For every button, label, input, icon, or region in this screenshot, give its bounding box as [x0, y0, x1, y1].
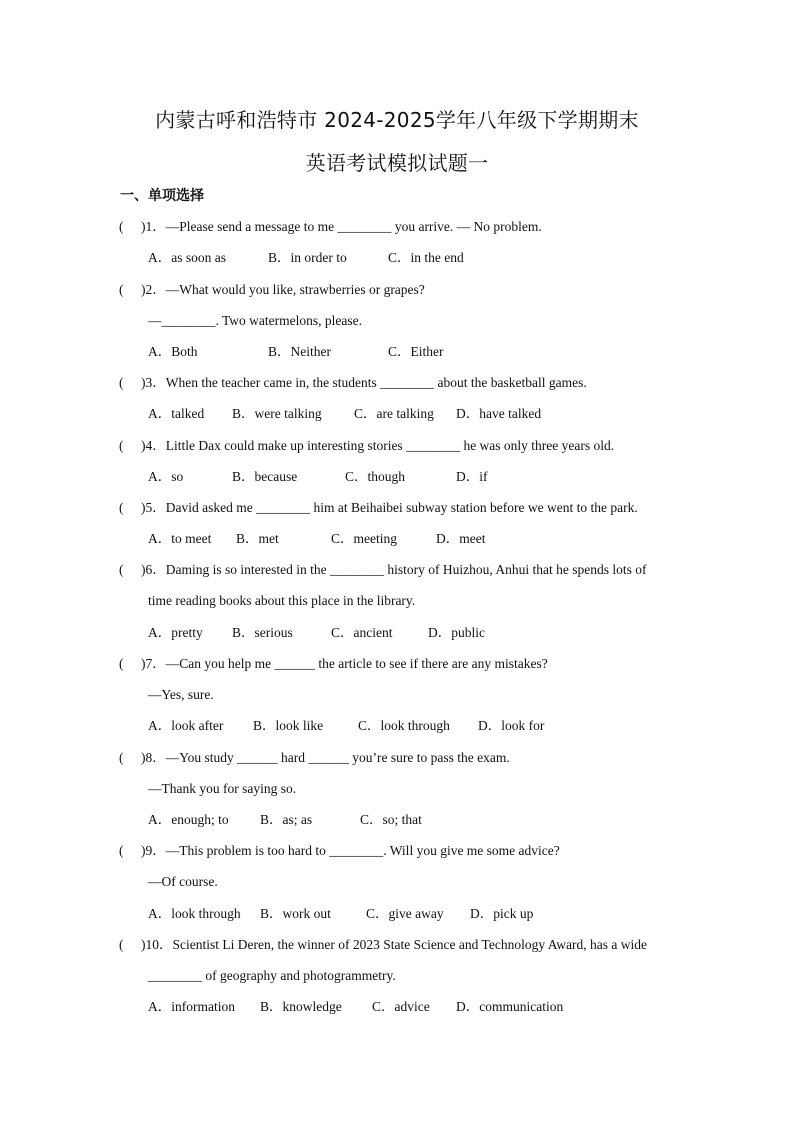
option-c: C．look through: [358, 718, 450, 733]
option-c: C．give away: [366, 906, 444, 921]
option-c: C．ancient: [331, 625, 393, 640]
answer-paren: (: [119, 500, 124, 515]
document-title-line1: 内蒙古呼和浩特市 2024-2025学年八年级下学期期末: [155, 108, 639, 132]
question-4: [119, 437, 614, 455]
option-b: B．met: [236, 531, 279, 546]
option-c: C．so; that: [360, 812, 422, 827]
option-b: B．in order to: [268, 250, 347, 265]
question-2: [119, 281, 425, 299]
answer-paren: (: [119, 219, 124, 234]
question-8-line2: —Thank you for saying so.: [148, 781, 297, 796]
answer-paren: (: [119, 937, 124, 952]
option-b: B．serious: [232, 625, 293, 640]
option-a: A．as soon as: [148, 250, 226, 265]
answer-paren: (: [119, 375, 124, 390]
section-heading: 一、单项选择: [120, 188, 204, 204]
option-a: A．talked: [148, 406, 205, 421]
option-a: A．look after: [148, 718, 224, 733]
option-a: A．pretty: [148, 625, 203, 640]
option-c: C．meeting: [331, 531, 397, 546]
option-a: A．enough; to: [148, 812, 229, 827]
option-b: B．because: [232, 469, 298, 484]
option-b: B．knowledge: [260, 999, 342, 1014]
question-6: [119, 561, 675, 579]
answer-paren: (: [119, 656, 124, 671]
question-stem: )1．—Please send a message to me ________ you arrive. — No problem.: [141, 219, 542, 234]
answer-paren: (: [119, 438, 124, 453]
option-c: C．in the end: [388, 250, 464, 265]
question-1: [119, 218, 542, 236]
option-d: D．public: [428, 625, 485, 640]
question-3: [119, 374, 587, 392]
option-b: B．work out: [260, 906, 331, 921]
option-a: A．look through: [148, 906, 241, 921]
question-stem: )4．Little Dax could make up interesting stories ________ he was only three years old.: [141, 438, 615, 453]
option-d: D．have talked: [456, 406, 542, 421]
question-stem: )10．Scientist Li Deren, the winner of 2023 State Science and Technology Award, has a wide: [141, 937, 647, 952]
answer-paren: (: [119, 562, 124, 577]
option-a: A．so: [148, 469, 184, 484]
option-d: D．pick up: [470, 906, 534, 921]
question-5: [119, 499, 638, 517]
option-b: B．Neither: [268, 344, 331, 359]
question-2-line2: —________. Two watermelons, please.: [148, 313, 363, 328]
answer-paren: (: [119, 843, 124, 858]
option-d: D．look for: [478, 718, 545, 733]
answer-paren: (: [119, 750, 124, 765]
question-7: [119, 655, 548, 673]
answer-paren: (: [119, 282, 124, 297]
option-a: A．Both: [148, 344, 198, 359]
option-a: A．information: [148, 999, 235, 1014]
question-stem: )2．—What would you like, strawberries or grapes?: [141, 282, 425, 297]
option-b: B．look like: [253, 718, 324, 733]
question-stem: )7．—Can you help me ______ the article to see if there are any mistakes?: [141, 656, 548, 671]
question-stem: )5．David asked me ________ him at Beihaibei subway station before we went to the park.: [141, 500, 638, 515]
question-stem: )3．When the teacher came in, the students ________ about the basketball games.: [141, 375, 587, 390]
option-a: A．to meet: [148, 531, 212, 546]
question-stem: )6．Daming is so interested in the ________ history of Huizhou, Anhui that he spends lots of: [141, 562, 647, 577]
document-title-line2: 英语考试模拟试题一: [305, 151, 489, 175]
option-b: B．were talking: [232, 406, 322, 421]
question-9: [119, 842, 560, 860]
question-10-line2: ________ of geography and photogrammetry.: [148, 968, 396, 983]
question-7-line2: —Yes, sure.: [148, 687, 214, 702]
option-d: D．meet: [436, 531, 486, 546]
option-c: C．though: [345, 469, 406, 484]
question-9-line2: —Of course.: [148, 874, 218, 889]
option-c: C．advice: [372, 999, 430, 1014]
option-b: B．as; as: [260, 812, 313, 827]
option-c: C．Either: [388, 344, 444, 359]
option-c: C．are talking: [354, 406, 434, 421]
question-stem: )8．—You study ______ hard ______ you’re sure to pass the exam.: [141, 750, 510, 765]
option-d: D．if: [456, 469, 488, 484]
question-8: [119, 749, 510, 767]
option-d: D．communication: [456, 999, 564, 1014]
question-stem: )9．—This problem is too hard to ________. Will you give me some advice?: [141, 843, 560, 858]
question-10: [119, 936, 675, 954]
question-6-line2: time reading books about this place in the library.: [148, 593, 416, 608]
